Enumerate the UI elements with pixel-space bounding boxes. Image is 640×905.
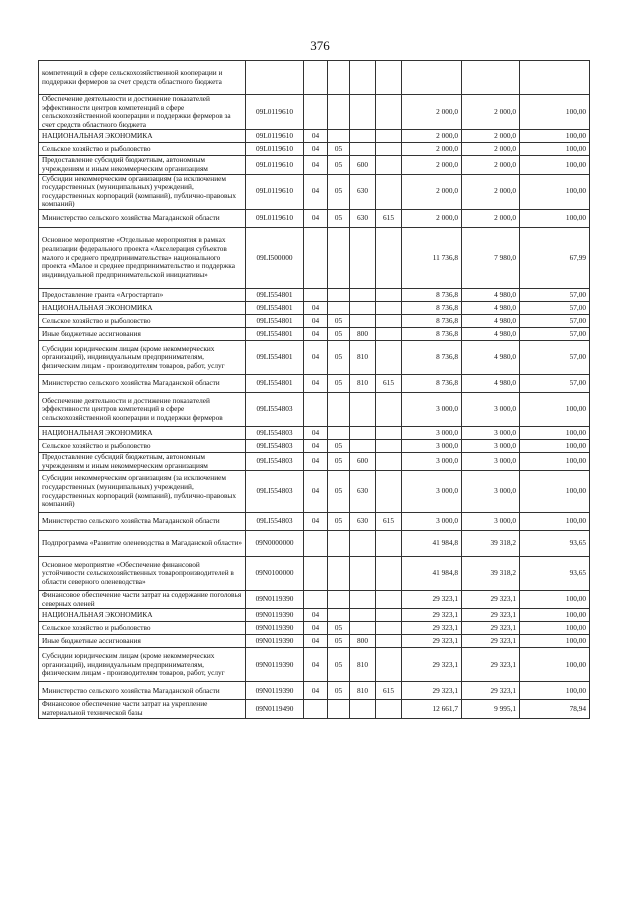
actual-amount: 3 000,0: [462, 392, 520, 426]
ministry-code: [376, 426, 402, 439]
budget-code: 09L0119610: [246, 95, 304, 130]
expense-type-code: [350, 392, 376, 426]
actual-amount: 2 000,0: [462, 143, 520, 156]
ministry-code: [376, 288, 402, 301]
row-name: НАЦИОНАЛЬНАЯ ЭКОНОМИКА: [39, 301, 246, 314]
execution-percent: 100,00: [520, 682, 590, 700]
row-name: Субсидии юридическим лицам (кроме некоммерческих организаций), индивидуальным предпринимателям, физическим лицам - производителям товаров, работ, услуг: [39, 648, 246, 682]
budget-code: 09L0119610: [246, 143, 304, 156]
actual-amount: 3 000,0: [462, 426, 520, 439]
execution-percent: 100,00: [520, 513, 590, 531]
table-row: [39, 301, 590, 314]
expense-type-code: [350, 700, 376, 718]
ministry-code: [376, 439, 402, 452]
expense-type-code: [350, 557, 376, 591]
subsection-code: 05: [328, 452, 350, 470]
actual-amount: 29 323,1: [462, 648, 520, 682]
actual-amount: 29 323,1: [462, 609, 520, 622]
ministry-code: [376, 301, 402, 314]
ministry-code: [376, 452, 402, 470]
section-code: [304, 288, 328, 301]
budget-code: [246, 61, 304, 95]
budget-code: 09LI554801: [246, 374, 304, 392]
row-name: Субсидии некоммерческим организациям (за исключением государственных (муниципальных) учреждений, государственных корпораций (компаний), публично-правовых компаний): [39, 174, 246, 209]
table-row: [39, 61, 590, 95]
table-row: [39, 95, 590, 130]
expense-type-code: 630: [350, 513, 376, 531]
section-code: [304, 227, 328, 288]
table-row: [39, 513, 590, 531]
planned-amount: 3 000,0: [402, 426, 462, 439]
execution-percent: 57,00: [520, 314, 590, 327]
expense-type-code: [350, 314, 376, 327]
budget-code: 09LI500000: [246, 227, 304, 288]
section-code: 04: [304, 327, 328, 340]
subsection-code: [328, 227, 350, 288]
planned-amount: 8 736,8: [402, 374, 462, 392]
expense-type-code: 810: [350, 682, 376, 700]
expense-type-code: [350, 426, 376, 439]
actual-amount: 29 323,1: [462, 682, 520, 700]
expense-type-code: [350, 143, 376, 156]
expense-type-code: [350, 622, 376, 635]
execution-percent: 100,00: [520, 635, 590, 648]
expense-type-code: [350, 130, 376, 143]
row-name: Финансовое обеспечение части затрат на укрепление материальной технической базы: [39, 700, 246, 718]
subsection-code: [328, 288, 350, 301]
row-name: Министерство сельского хозяйства Магаданской области: [39, 209, 246, 227]
expense-type-code: 810: [350, 374, 376, 392]
execution-percent: 57,00: [520, 340, 590, 374]
row-name: Обеспечение деятельности и достижение показателей эффективности центров компетенций в сфере сельскохозяйственной кооперации и поддержки фермеров за счет средств областного бюджета: [39, 95, 246, 130]
budget-code: 09LI554801: [246, 327, 304, 340]
planned-amount: 8 736,8: [402, 314, 462, 327]
section-code: [304, 557, 328, 591]
execution-percent: 100,00: [520, 143, 590, 156]
row-name: Сельское хозяйство и рыболовство: [39, 622, 246, 635]
subsection-code: [328, 557, 350, 591]
expense-type-code: 810: [350, 340, 376, 374]
section-code: [304, 392, 328, 426]
ministry-code: [376, 392, 402, 426]
ministry-code: [376, 591, 402, 609]
ministry-code: [376, 327, 402, 340]
budget-code: 09LI554803: [246, 426, 304, 439]
planned-amount: 2 000,0: [402, 156, 462, 174]
section-code: 04: [304, 209, 328, 227]
planned-amount: 29 323,1: [402, 609, 462, 622]
execution-percent: 93,65: [520, 557, 590, 591]
budget-code: 09LI554803: [246, 471, 304, 513]
expense-type-code: [350, 301, 376, 314]
planned-amount: 8 736,8: [402, 327, 462, 340]
actual-amount: 4 980,0: [462, 374, 520, 392]
planned-amount: 3 000,0: [402, 439, 462, 452]
budget-code: 09LI554801: [246, 288, 304, 301]
ministry-code: [376, 95, 402, 130]
budget-code: 09N0119490: [246, 700, 304, 718]
row-name: Министерство сельского хозяйства Магаданской области: [39, 374, 246, 392]
execution-percent: 100,00: [520, 439, 590, 452]
ministry-code: [376, 700, 402, 718]
row-name: Подпрограмма «Развитие оленеводства в Магаданской области»: [39, 531, 246, 557]
row-name: Основное мероприятие «Отдельные мероприятия в рамках реализации федерального проекта «Акселерация субъектов малого и среднего предпринимательства» национального проекта «Малое и среднее предпринимательство и поддержка индивидуальной предпринимательской инициативы»: [39, 227, 246, 288]
actual-amount: 3 000,0: [462, 439, 520, 452]
budget-code: 09LI554803: [246, 439, 304, 452]
expense-type-code: [350, 439, 376, 452]
subsection-code: [328, 61, 350, 95]
execution-percent: 57,00: [520, 327, 590, 340]
expense-type-code: 630: [350, 174, 376, 209]
row-name: Обеспечение деятельности и достижение показателей эффективности центров компетенций в сфере сельскохозяйственной кооперации и поддержки фермеров: [39, 392, 246, 426]
table-row: [39, 209, 590, 227]
ministry-code: 615: [376, 513, 402, 531]
subsection-code: 05: [328, 314, 350, 327]
table-row: [39, 314, 590, 327]
table-row: [39, 374, 590, 392]
row-name: Предоставление субсидий бюджетным, автономным учреждениям и иным некоммерческим организациям: [39, 156, 246, 174]
budget-code: 09N0000000: [246, 531, 304, 557]
budget-table: [38, 60, 590, 719]
actual-amount: 3 000,0: [462, 513, 520, 531]
planned-amount: 8 736,8: [402, 301, 462, 314]
actual-amount: 7 980,0: [462, 227, 520, 288]
subsection-code: 05: [328, 156, 350, 174]
subsection-code: 05: [328, 622, 350, 635]
budget-code: 09N0119390: [246, 648, 304, 682]
budget-code: 09LI554801: [246, 314, 304, 327]
actual-amount: [462, 61, 520, 95]
actual-amount: 2 000,0: [462, 95, 520, 130]
planned-amount: 12 661,7: [402, 700, 462, 718]
ministry-code: [376, 227, 402, 288]
planned-amount: 29 323,1: [402, 635, 462, 648]
table-row: [39, 700, 590, 718]
section-code: 04: [304, 622, 328, 635]
planned-amount: 29 323,1: [402, 648, 462, 682]
planned-amount: 29 323,1: [402, 591, 462, 609]
expense-type-code: 630: [350, 471, 376, 513]
section-code: 04: [304, 340, 328, 374]
section-code: 04: [304, 439, 328, 452]
expense-type-code: [350, 95, 376, 130]
budget-code: 09LI554803: [246, 513, 304, 531]
subsection-code: 05: [328, 682, 350, 700]
section-code: [304, 61, 328, 95]
ministry-code: [376, 143, 402, 156]
section-code: 04: [304, 156, 328, 174]
planned-amount: 29 323,1: [402, 682, 462, 700]
execution-percent: 57,00: [520, 374, 590, 392]
row-name: Сельское хозяйство и рыболовство: [39, 439, 246, 452]
actual-amount: 29 323,1: [462, 622, 520, 635]
budget-code: 09LI554801: [246, 340, 304, 374]
row-name: НАЦИОНАЛЬНАЯ ЭКОНОМИКА: [39, 426, 246, 439]
expense-type-code: [350, 591, 376, 609]
execution-percent: 100,00: [520, 648, 590, 682]
execution-percent: 100,00: [520, 591, 590, 609]
table-row: [39, 130, 590, 143]
page-number: 376: [310, 38, 330, 53]
execution-percent: 93,65: [520, 531, 590, 557]
actual-amount: 2 000,0: [462, 156, 520, 174]
budget-code: 09N0100000: [246, 557, 304, 591]
planned-amount: 8 736,8: [402, 288, 462, 301]
execution-percent: 78,94: [520, 700, 590, 718]
actual-amount: 4 980,0: [462, 314, 520, 327]
planned-amount: 41 984,8: [402, 531, 462, 557]
row-name: Сельское хозяйство и рыболовство: [39, 143, 246, 156]
row-name: Министерство сельского хозяйства Магаданской области: [39, 513, 246, 531]
budget-code: 09LI554803: [246, 392, 304, 426]
section-code: 04: [304, 682, 328, 700]
actual-amount: 3 000,0: [462, 471, 520, 513]
table-row: [39, 340, 590, 374]
section-code: [304, 531, 328, 557]
table-row: [39, 327, 590, 340]
table-row: [39, 471, 590, 513]
subsection-code: [328, 130, 350, 143]
budget-code: 09N0119390: [246, 635, 304, 648]
execution-percent: [520, 61, 590, 95]
table-row: [39, 227, 590, 288]
planned-amount: 41 984,8: [402, 557, 462, 591]
row-name: Иные бюджетные ассигнования: [39, 635, 246, 648]
ministry-code: 615: [376, 209, 402, 227]
section-code: 04: [304, 143, 328, 156]
budget-code: 09N0119390: [246, 622, 304, 635]
table-row: [39, 531, 590, 557]
table-row: [39, 648, 590, 682]
row-name: компетенций в сфере сельскохозяйственной кооперации и поддержки фермеров за счет средств областного бюджета: [39, 61, 246, 95]
expense-type-code: [350, 288, 376, 301]
actual-amount: 39 318,2: [462, 531, 520, 557]
expense-type-code: [350, 227, 376, 288]
actual-amount: 9 995,1: [462, 700, 520, 718]
ministry-code: 615: [376, 374, 402, 392]
table-row: [39, 452, 590, 470]
actual-amount: 4 980,0: [462, 288, 520, 301]
section-code: 04: [304, 314, 328, 327]
execution-percent: 100,00: [520, 209, 590, 227]
execution-percent: 100,00: [520, 471, 590, 513]
expense-type-code: 810: [350, 648, 376, 682]
expense-type-code: [350, 61, 376, 95]
subsection-code: [328, 609, 350, 622]
table-row: [39, 392, 590, 426]
actual-amount: 29 323,1: [462, 591, 520, 609]
subsection-code: 05: [328, 209, 350, 227]
ministry-code: [376, 635, 402, 648]
budget-code: 09L0119610: [246, 156, 304, 174]
row-name: Субсидии юридическим лицам (кроме некоммерческих организаций), индивидуальным предпринимателям, физическим лицам - производителям товаров, работ, услуг: [39, 340, 246, 374]
expense-type-code: [350, 609, 376, 622]
actual-amount: 2 000,0: [462, 209, 520, 227]
subsection-code: 05: [328, 327, 350, 340]
actual-amount: 4 980,0: [462, 327, 520, 340]
expense-type-code: 800: [350, 635, 376, 648]
table-row: [39, 174, 590, 209]
execution-percent: 100,00: [520, 452, 590, 470]
ministry-code: 615: [376, 682, 402, 700]
planned-amount: 3 000,0: [402, 452, 462, 470]
table-row: [39, 143, 590, 156]
actual-amount: 29 323,1: [462, 635, 520, 648]
section-code: [304, 700, 328, 718]
actual-amount: 3 000,0: [462, 452, 520, 470]
budget-code: 09L0119610: [246, 174, 304, 209]
subsection-code: [328, 591, 350, 609]
row-name: Сельское хозяйство и рыболовство: [39, 314, 246, 327]
expense-type-code: 600: [350, 156, 376, 174]
actual-amount: 39 318,2: [462, 557, 520, 591]
budget-code: 09N0119390: [246, 682, 304, 700]
row-name: Субсидии некоммерческим организациям (за исключением государственных (муниципальных) учреждений, государственных корпораций (компаний), публично-правовых компаний): [39, 471, 246, 513]
row-name: Предоставление субсидий бюджетным, автономным учреждениям и иным некоммерческим организациям: [39, 452, 246, 470]
section-code: 04: [304, 452, 328, 470]
execution-percent: 100,00: [520, 174, 590, 209]
subsection-code: 05: [328, 513, 350, 531]
expense-type-code: [350, 531, 376, 557]
planned-amount: 2 000,0: [402, 174, 462, 209]
execution-percent: 100,00: [520, 130, 590, 143]
execution-percent: 100,00: [520, 609, 590, 622]
expense-type-code: 630: [350, 209, 376, 227]
subsection-code: 05: [328, 471, 350, 513]
planned-amount: 3 000,0: [402, 471, 462, 513]
table-row: [39, 439, 590, 452]
ministry-code: [376, 156, 402, 174]
subsection-code: [328, 700, 350, 718]
planned-amount: 3 000,0: [402, 392, 462, 426]
ministry-code: [376, 622, 402, 635]
subsection-code: [328, 531, 350, 557]
section-code: 04: [304, 471, 328, 513]
row-name: НАЦИОНАЛЬНАЯ ЭКОНОМИКА: [39, 609, 246, 622]
ministry-code: [376, 314, 402, 327]
subsection-code: 05: [328, 340, 350, 374]
table-row: [39, 557, 590, 591]
subsection-code: [328, 392, 350, 426]
row-name: Министерство сельского хозяйства Магаданской области: [39, 682, 246, 700]
execution-percent: 67,99: [520, 227, 590, 288]
budget-code: 09LI554803: [246, 452, 304, 470]
execution-percent: 100,00: [520, 95, 590, 130]
subsection-code: 05: [328, 635, 350, 648]
subsection-code: 05: [328, 143, 350, 156]
section-code: 04: [304, 374, 328, 392]
planned-amount: 29 323,1: [402, 622, 462, 635]
section-code: 04: [304, 648, 328, 682]
ministry-code: [376, 557, 402, 591]
ministry-code: [376, 531, 402, 557]
table-row: [39, 591, 590, 609]
execution-percent: 100,00: [520, 392, 590, 426]
table-row: [39, 156, 590, 174]
planned-amount: 2 000,0: [402, 130, 462, 143]
subsection-code: 05: [328, 374, 350, 392]
budget-code: 09N0119390: [246, 591, 304, 609]
ministry-code: [376, 340, 402, 374]
row-name: Иные бюджетные ассигнования: [39, 327, 246, 340]
budget-code: 09L0119610: [246, 209, 304, 227]
execution-percent: 100,00: [520, 156, 590, 174]
subsection-code: [328, 95, 350, 130]
actual-amount: 4 980,0: [462, 301, 520, 314]
section-code: 04: [304, 635, 328, 648]
section-code: 04: [304, 513, 328, 531]
row-name: НАЦИОНАЛЬНАЯ ЭКОНОМИКА: [39, 130, 246, 143]
ministry-code: [376, 174, 402, 209]
ministry-code: [376, 61, 402, 95]
ministry-code: [376, 130, 402, 143]
table-row: [39, 682, 590, 700]
section-code: [304, 591, 328, 609]
ministry-code: [376, 471, 402, 513]
actual-amount: 2 000,0: [462, 130, 520, 143]
table-row: [39, 635, 590, 648]
planned-amount: 2 000,0: [402, 209, 462, 227]
subsection-code: [328, 301, 350, 314]
planned-amount: 2 000,0: [402, 95, 462, 130]
subsection-code: 05: [328, 439, 350, 452]
section-code: [304, 95, 328, 130]
execution-percent: 100,00: [520, 426, 590, 439]
planned-amount: [402, 61, 462, 95]
subsection-code: [328, 426, 350, 439]
execution-percent: 100,00: [520, 622, 590, 635]
expense-type-code: 800: [350, 327, 376, 340]
section-code: 04: [304, 301, 328, 314]
budget-code: 09LI554801: [246, 301, 304, 314]
section-code: 04: [304, 609, 328, 622]
actual-amount: 2 000,0: [462, 174, 520, 209]
section-code: 04: [304, 130, 328, 143]
section-code: 04: [304, 174, 328, 209]
table-row: [39, 622, 590, 635]
row-name: Основное мероприятие «Обеспечение финансовой устойчивости сельскохозяйственных товаропроизводителей в области северного оленеводства»: [39, 557, 246, 591]
planned-amount: 8 736,8: [402, 340, 462, 374]
subsection-code: 05: [328, 648, 350, 682]
ministry-code: [376, 648, 402, 682]
budget-code: 09N0119390: [246, 609, 304, 622]
expense-type-code: 600: [350, 452, 376, 470]
actual-amount: 4 980,0: [462, 340, 520, 374]
planned-amount: 3 000,0: [402, 513, 462, 531]
budget-code: 09L0119610: [246, 130, 304, 143]
table-row: [39, 288, 590, 301]
row-name: Финансовое обеспечение части затрат на содержание поголовья северных оленей: [39, 591, 246, 609]
subsection-code: 05: [328, 174, 350, 209]
row-name: Предоставление гранта «Агростартап»: [39, 288, 246, 301]
ministry-code: [376, 609, 402, 622]
table-row: [39, 609, 590, 622]
execution-percent: 57,00: [520, 288, 590, 301]
planned-amount: 11 736,8: [402, 227, 462, 288]
execution-percent: 57,00: [520, 301, 590, 314]
table-row: [39, 426, 590, 439]
section-code: 04: [304, 426, 328, 439]
planned-amount: 2 000,0: [402, 143, 462, 156]
